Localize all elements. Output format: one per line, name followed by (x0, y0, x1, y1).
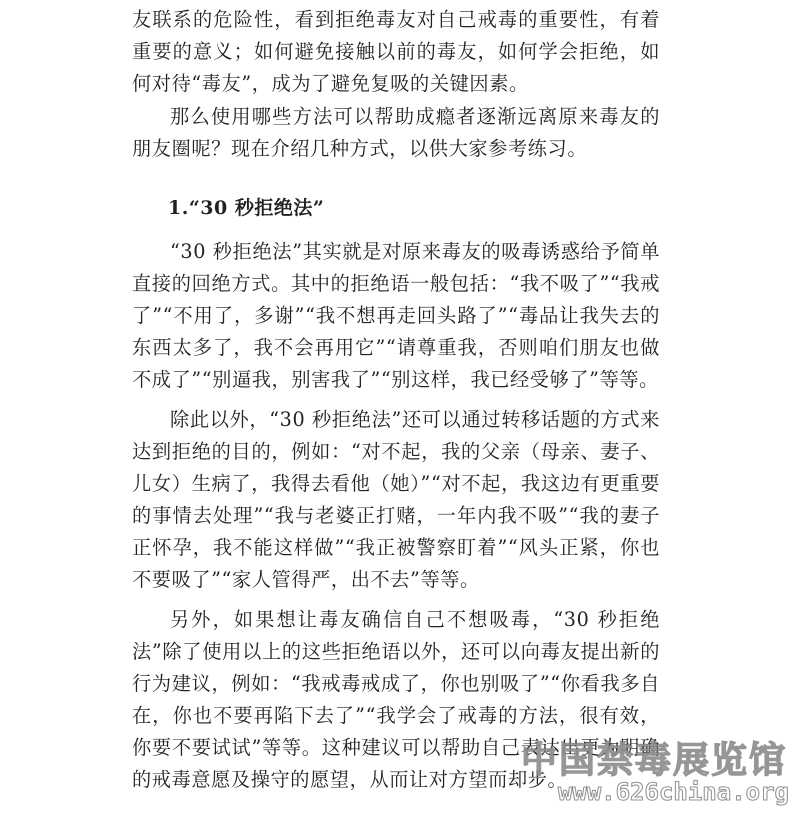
watermark-url: www.626china.org (557, 778, 789, 806)
suggestion-paragraph: 另外，如果想让毒友确信自己不想吸毒，“30 秒拒绝法”除了使用以上的这些拒绝语以外，还可以向毒友提出新的行为建议，例如：“我戒毒戒成了，你也别吸了”“你看我多自在，你也不要再陷下去了”“我学会了戒毒的方法，很有效，你要不要试试”等等。这种建议可以帮助自己表达出更为明确的戒毒意愿及操守的愿望，从而让对方望而却步。 (132, 608, 660, 791)
intro-paragraph: 友联系的危险性，看到拒绝毒友对自己戒毒的重要性，有着重要的意义；如何避免接触以前的毒友，如何学会拒绝，如何对待“毒友”，成为了避免复吸的关键因素。 (132, 8, 660, 95)
topic-change-paragraph: 除此以外，“30 秒拒绝法”还可以通过转移话题的方式来达到拒绝的目的，例如：“对不起，我的父亲（母亲、妻子、儿女）生病了，我得去看他（她）”“对不起，我这边有更重要的事情去处理”“我与老婆正打赌，一年内我不吸”“我的妻子正怀孕，我不能这样做”“我正被警察盯着”“风头正紧，你也不要吸了”“家人管得严，出不去”等等。 (132, 408, 660, 591)
watermark-title: 中国禁毒展览馆 (520, 740, 787, 781)
section-heading: 1.“30 秒拒绝法” (168, 197, 325, 219)
method-intro-paragraph: 那么使用哪些方法可以帮助成瘾者逐渐远离原来毒友的朋友圈呢？现在介绍几种方式，以供大家参考练习。 (132, 105, 660, 160)
definition-paragraph: “30 秒拒绝法”其实就是对原来毒友的吸毒诱惑给予简单直接的回绝方式。其中的拒绝语一般包括：“我不吸了”“我戒了”“不用了，多谢”“我不想再走回头路了”“毒品让我失去的东西太多了，我不会再用它”“请尊重我，否则咱们朋友也做不成了”“别逼我，别害我了”“别这样，我已经受够了”等等。 (132, 240, 660, 391)
